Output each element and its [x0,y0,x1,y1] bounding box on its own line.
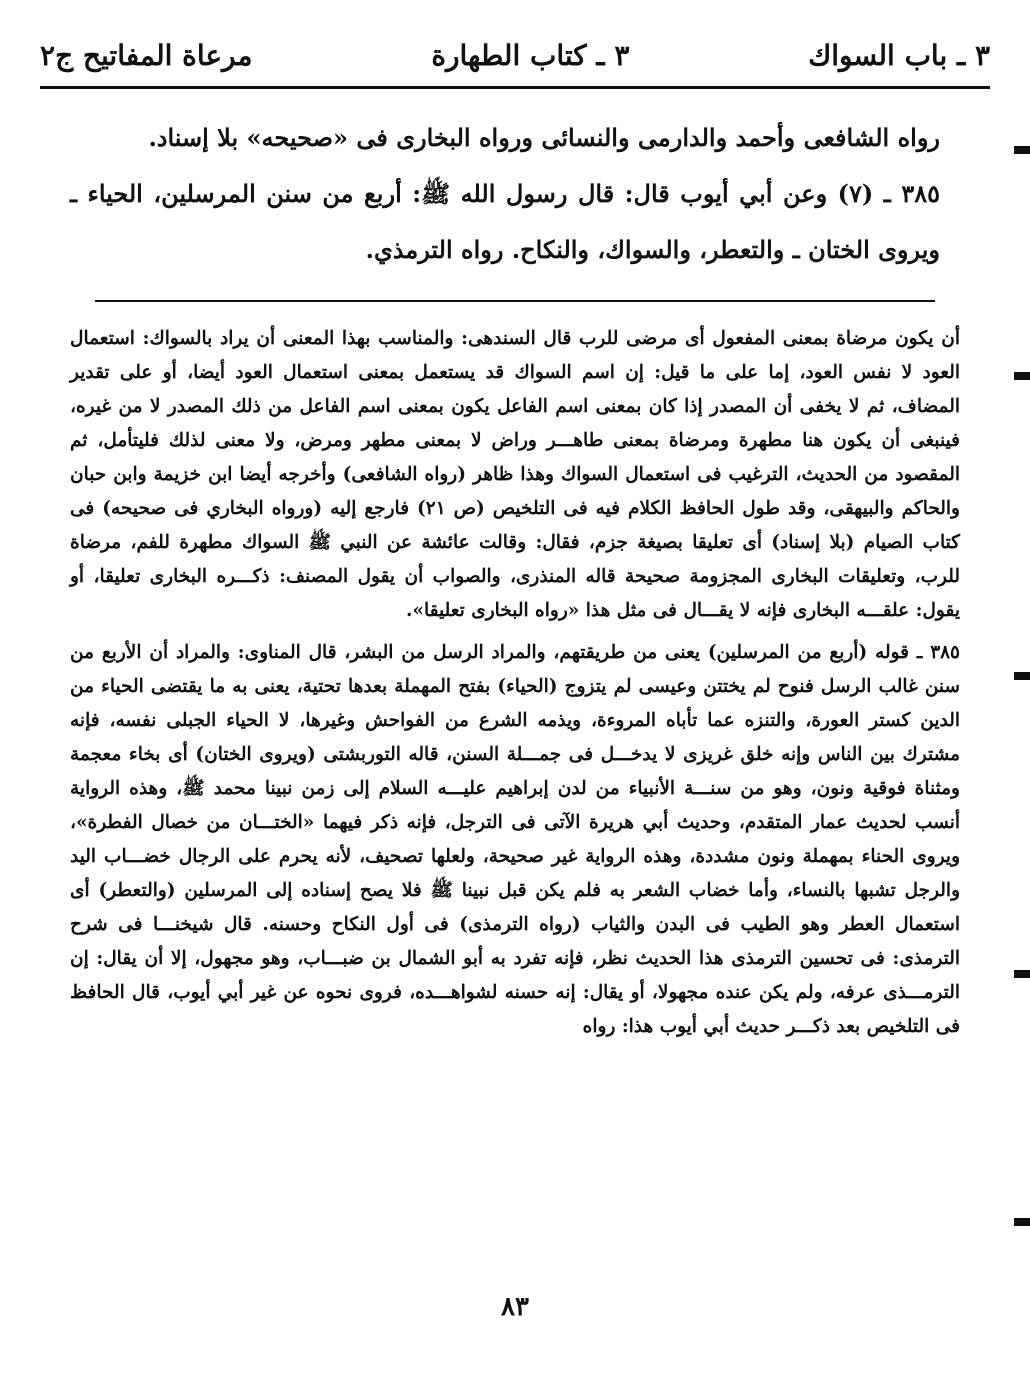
margin-mark [1014,672,1030,680]
header-rule [40,86,990,89]
commentary-text [70,322,960,1052]
running-header [40,30,990,80]
commentary-paragraph-1: أن يكون مرضاة بمعنى المفعول أى مرضى للرب قال السندهى: والمناسب بهذا المعنى أن يراد بالسواك: استعمال العود لا نفس العود، إما على ما قيل: إن اسم السواك قد يستعمل بمعنى استعمال العود أيضا، أو على تقدير المضاف، ثم لا يخفى أن المصدر إذا كان بمعنى اسم الفاعل يكون بمعنى اسم الفاعل من ذلك المصدر لا من غيره، فينبغى أن يكون هنا مطهرة ومرضاة بمعنى طاهـــر وراض لا بمعنى مطهر ومرض، ولا معنى لذلك فليتأمل، ثم المقصود من الحديث، الترغيب فى استعمال السواك وهذا ظاهر (رواه الشافعى) وأخرجه أيضا ابن خزيمة وابن حبان والحاكم والبيهقى، وقد طول الحافظ الكلام فيه فى التلخيص (ص ٢١) فارجع إليه (ورواه البخاري فى صحيحه) فى كتاب الصيام (بلا إسناد) أى تعليقا بصيغة جزم، فقال: وقالت عائشة عن النبي ﷺ السواك مطهرة للفم، مرضاة للرب، وتعليقات البخارى المجزومة صحيحة قاله المنذرى، والصواب أن يقول المصنف: ذكـــره البخارى تعليقا، أو يقول: علقـــه البخارى فإنه لا يقـــال فى مثل هذا «رواه البخارى تعليقا». [70,328,960,621]
margin-mark [1014,970,1030,978]
hadith-line-2: ٣٨٥ ـ (٧) وعن أبي أيوب قال: قال رسول الله ﷺ: أربع من سنن المرسلين، الحياء ـ ويروى الختان ـ والتعطر، والسواك، والنكاح. رواه الترمذي. [70,179,940,264]
page-number: ٨٣ [501,1292,529,1322]
header-section-title: ٣ ـ باب السواك [808,38,990,72]
header-chapter-title: ٣ ـ كتاب الطهارة [431,38,630,72]
commentary-paragraph-2: ٣٨٥ ـ قوله (أربع من المرسلين) يعنى من طريقتهم، والمراد الرسل من البشر، قال المناوى: والمراد أن الأربع من سنن غالب الرسل فنوح لم يختتن وعيسى لم يتزوج (الحياء) بفتح المهملة بعدها تحتية، يعنى به ما يقتضى الحياء من الدين كستر العورة، والتنزه عما تأباه المروءة، ويذمه الشرع من الفواحش وغيرها، لا الحياء الجبلى نفسه، فإنه مشترك بين الناس وإنه خلق غريزى لا يدخـــل فى جمـــلة السنن، قاله التوربشتى (ويروى الختان) أى بخاء معجمة ومثناة فوقية ونون، وهو من سنـــة الأنبياء من لدن إبراهيم عليـــه السلام إلى زمن نبينا محمد ﷺ، وهذه الرواية أنسب لحديث عمار المتقدم، وحديث أبي هريرة الآتى فى الترجل، فإنه ذكر فيهما «الختـــان من خصال الفطرة»، ويروى الحناء بمهملة ونون مشددة، وهذه الرواية غير صحيحة، ولعلها تصحيف، لأنه يحرم على الرجال خضـــاب اليد والرجل تشبها بالنساء، وأما خضاب الشعر به فلم يكن قبل نبينا ﷺ فلا يصح إسناده إلى المرسلين (والتعطر) أى استعمال العطر وهو الطيب فى البدن والثياب (رواه الترمذى) فى أول النكاح وحسنه. قال شيخنـــا فى شرح الترمذى: فى تحسين الترمذى هذا الحديث نظر، فإنه تفرد به أبو الشمال بن ضبـــاب، وهو مجهول، إلا أن يقال: إن الترمـــذى عرفه، ولم يكن عنده مجهولا، أو يقال: إنه حسنه لشواهـــده، فروى نحوه عن غير أبي أيوب، قال الحافظ فى التلخيص بعد ذكـــر حديث أبي أيوب هذا: رواه [70,642,960,1037]
hadith-text [70,110,940,278]
header-book-title: مرعاة المفاتيح ج٢ [40,38,253,72]
hadith-line-1: رواه الشافعى وأحمد والدارمى والنسائى ورواه البخارى فى «صحيحه» بلا إسناد. [148,123,940,152]
margin-mark [1014,1218,1030,1226]
section-divider [95,300,935,302]
margin-mark [1014,372,1030,380]
margin-mark [1014,146,1030,154]
